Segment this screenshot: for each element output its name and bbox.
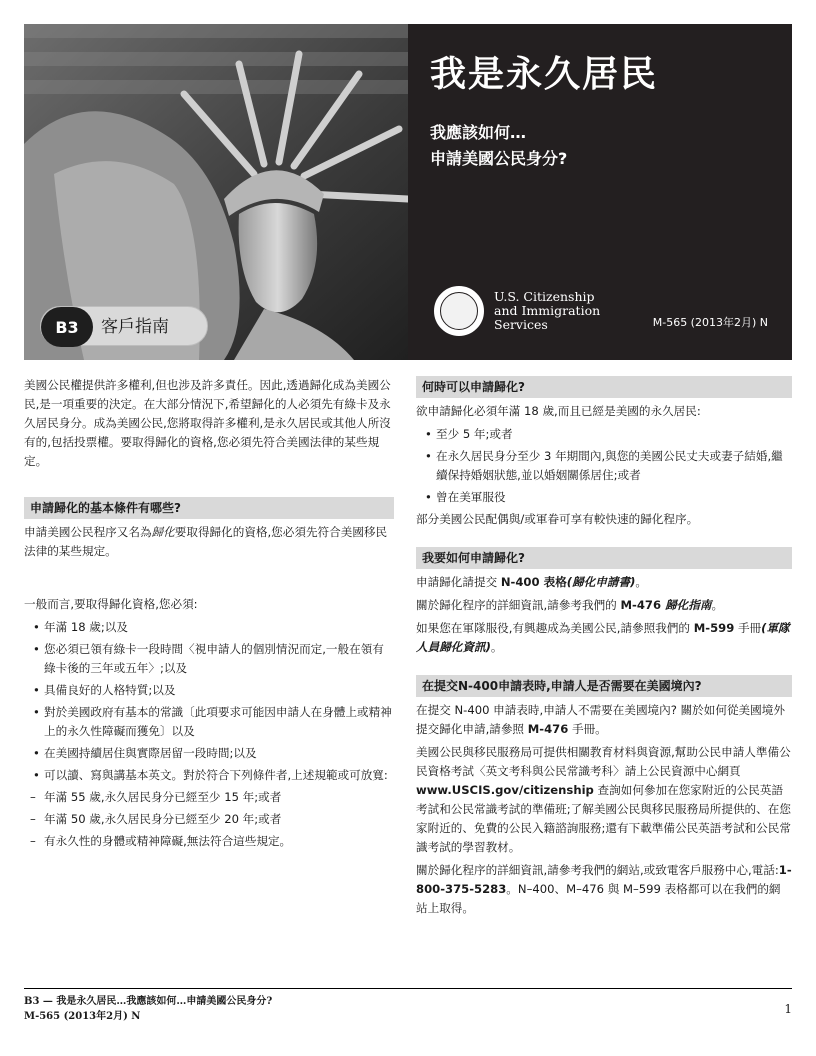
list-item: • 至少 5 年;或者	[416, 425, 792, 444]
page-number: 1	[784, 1002, 792, 1016]
emphasis-text: 歸化指南	[661, 598, 712, 612]
list-item: • 具備良好的人格特質;以及	[24, 681, 394, 700]
text-run: 關於歸化程序的詳細資訊,請參考我們的	[416, 598, 621, 612]
eligibility-intro: 一般而言,要取得歸化資格,您必須:	[24, 597, 198, 611]
section-heading-location: 在提交N-400申請表時,申請人是否需要在美國境內?	[416, 675, 792, 697]
list-item: • 年滿 18 歲;以及	[24, 618, 394, 637]
list-subitem: – 年滿 55 歲,永久居民身分已經至少 15 年;或者	[24, 788, 394, 807]
footer-line: M-565 (2013年2月) N	[24, 1011, 141, 1022]
how-paragraph-3	[416, 619, 792, 657]
how-paragraph-2	[416, 596, 792, 615]
section-heading-how: 我要如何申請歸化?	[416, 547, 792, 569]
when-intro: 欲申請歸化必須年滿 18 歲,而且已經是美國的永久居民:	[416, 404, 701, 418]
list-subitem: – 有永久性的身體或精神障礙,無法符合這些規定。	[24, 832, 394, 851]
footer-line: B3 — 我是永久居民…我應該如何…申請美國公民身分?	[24, 996, 273, 1007]
emphasis-text: (歸化申請書)	[566, 575, 636, 589]
right-column	[416, 376, 792, 922]
list-item: • 對於美國政府有基本的常識〔此項要求可能因申請人在身體上或精神上的永久性障礙而獲免〕以及	[24, 703, 394, 741]
section-heading-when: 何時可以申請歸化?	[416, 376, 792, 398]
guide-code: B3	[41, 307, 93, 347]
guide-label: 客戶指南	[101, 317, 169, 337]
text-run: 。	[490, 640, 503, 654]
agency-line: Services	[494, 317, 548, 332]
agency-line: and Immigration	[494, 303, 601, 318]
location-paragraph-2	[416, 743, 792, 857]
subtitle-line: 申請美國公民身分?	[430, 149, 568, 168]
form-code: M-565 (2013年2月) N	[652, 316, 768, 329]
text-run: 手冊	[734, 621, 762, 635]
text-run: 。	[635, 575, 647, 589]
text-run: 關於歸化程序的詳細資訊,請參考我們的網站,或致電客戶服務中心,電話:	[416, 863, 779, 877]
guide-badge	[40, 306, 208, 346]
subtitle-line: 我應該如何…	[430, 123, 527, 142]
text-run: 如果您在軍隊服役,有興趣成為美國公民,請參照我們的	[416, 621, 694, 635]
agency-logo	[434, 286, 774, 340]
intro-paragraph: 美國公民權提供許多權利,但也涉及許多責任。因此,透過歸化成為美國公民,是一項重要的決定。在大部分情況下,希望歸化的人必須先有綠卡及永久居民身分。成為美國公民,您將取得許多權利,是永久居民或其他人所沒有的,包括投票權。要取得歸化的資格,您必須先符合美國法律的某些規定。	[24, 378, 391, 468]
text-run: 要取得歸化的資格,您必須先符合美國移民法律的某些規定。	[24, 525, 388, 558]
footer-text	[24, 994, 272, 1024]
dhs-seal-icon	[434, 286, 484, 336]
emphasis-text: 歸化	[151, 525, 175, 539]
title-panel	[408, 24, 792, 360]
text-run: 美國公民與移民服務局可提供相關教育材料與資源,幫助公民申請人準備公民資格考試〈英文考科與公民常識考科〉請上公民資源中心網頁	[416, 745, 791, 778]
list-item: • 在美國持續居住與實際居留一段時間;以及	[24, 744, 394, 763]
list-item: • 您必須已領有綠卡一段時間〈視申請人的個別情況而定,一般在領有綠卡後的三年或五年〉;以及	[24, 640, 394, 678]
when-note: 部分美國公民配偶與/或軍眷可享有較快速的歸化程序。	[416, 512, 699, 526]
phone-number[interactable]: 1-800-375-5283	[416, 863, 792, 896]
agency-line: U.S. Citizenship	[494, 289, 595, 304]
list-item: • 曾在美軍服役	[416, 488, 792, 507]
agency-name	[494, 290, 600, 332]
list-subitem: – 年滿 50 歲,永久居民身分已經至少 20 年;或者	[24, 810, 394, 829]
page-subtitle	[430, 120, 567, 172]
text-run: 。N–400、M–476 與 M–599 表格都可以在我們的網站上取得。	[416, 882, 781, 915]
left-column	[24, 376, 394, 854]
page-title: 我是永久居民	[430, 54, 659, 95]
form-reference: M-476	[527, 722, 569, 736]
text-run: 手冊。	[568, 722, 607, 736]
location-paragraph-1	[416, 701, 792, 739]
list-item: • 在永久居民身分至少 3 年期間內,與您的美國公民丈夫或妻子結婚,繼續保持婚姻狀態,並以婚姻關係居住;或者	[416, 447, 792, 485]
emphasis-text: (軍隊人員歸化資訊)	[416, 621, 790, 654]
form-reference: M-476	[620, 598, 662, 612]
form-reference: M-599	[693, 621, 735, 635]
text-run: 申請美國公民程序又名為	[24, 525, 152, 539]
requirements-intro	[24, 523, 394, 561]
text-run: 。	[711, 598, 724, 612]
website-link[interactable]: www.USCIS.gov/citizenship	[416, 783, 594, 797]
how-paragraph-1	[416, 573, 792, 592]
section-heading-requirements: 申請歸化的基本條件有哪些?	[24, 497, 394, 519]
list-item: • 可以讀、寫與講基本英文。對於符合下列條件者,上述規範或可放寬:	[24, 766, 394, 785]
location-paragraph-3	[416, 861, 792, 918]
text-run: 在提交 N-400 申請表時,申請人不需要在美國境內? 關於如何從美國境外提交歸化申請,請參照	[416, 703, 785, 736]
text-run: 查詢如何參加在您家附近的公民英語考試和公民常識考試的準備班;了解美國公民與移民服務局所提供的、在您家附近的、免費的公民入籍諮詢服務;還有下載準備公民英語考試和公民常識考試的學習教材。	[416, 783, 791, 854]
text-run: 申請歸化請提交	[416, 575, 501, 589]
form-reference: N-400 表格	[500, 575, 567, 589]
footer-divider	[24, 988, 792, 989]
